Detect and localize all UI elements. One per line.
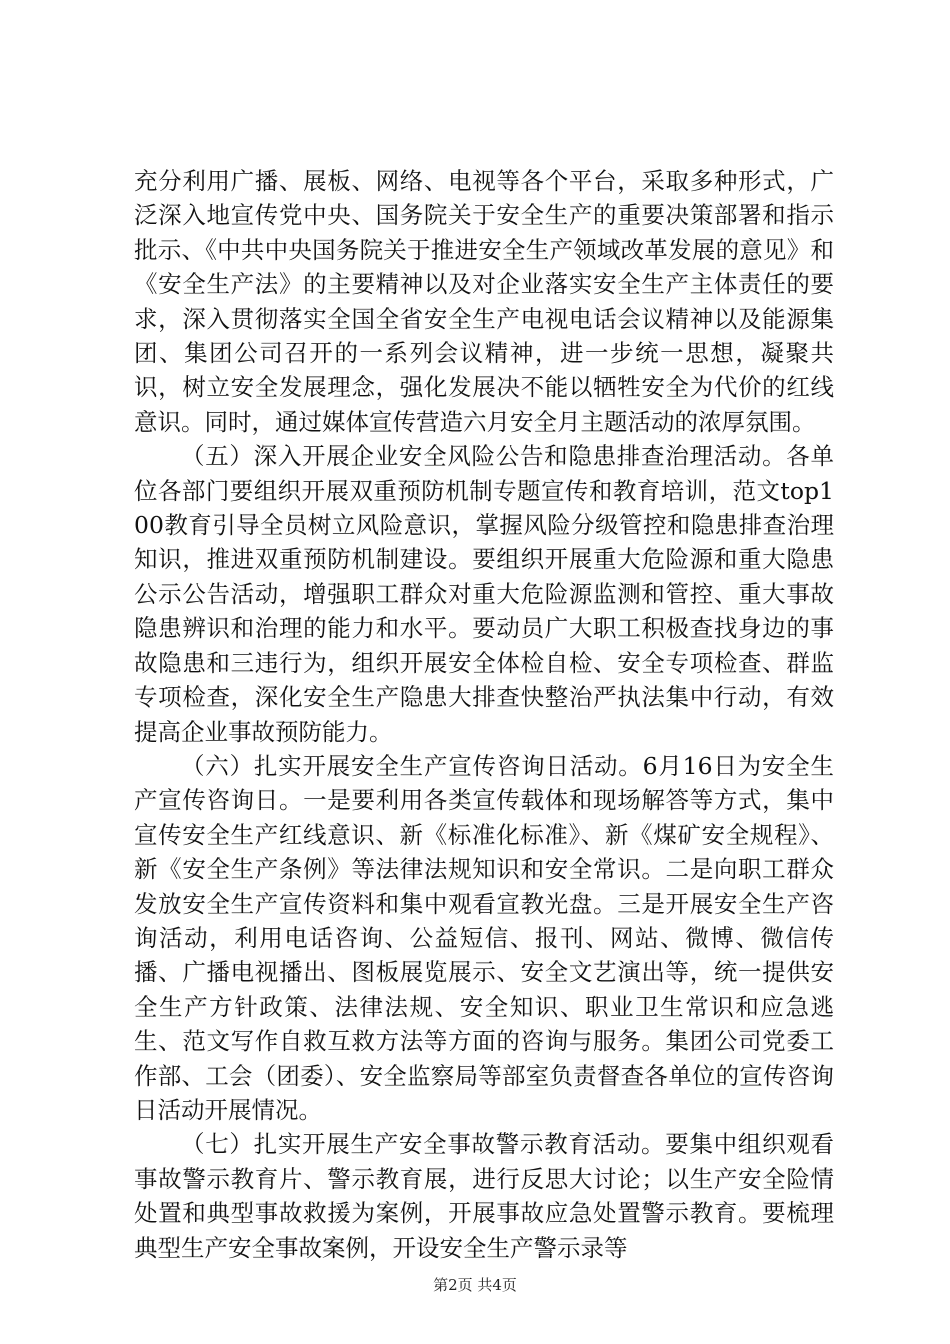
document-body [134,164,834,1265]
paragraph-section-seven: （七）扎实开展生产安全事故警示教育活动。要集中组织观看事故警示教育片、警示教育展，进行反思大讨论；以生产安全险情处置和典型事故救援为案例，开展事故应急处置警示教育。要梳理典型生产安全事故案例，开设安全生产警示录等 [134,1130,834,1262]
paragraph-section-six: （六）扎实开展安全生产宣传咨询日活动。6月16日为安全生产宣传咨询日。一是要利用各类宣传载体和现场解答等方式，集中宣传安全生产红线意识、新《标准化标准》、新《煤矿安全规程》、新《安全生产条例》等法律法规知识和安全常识。二是向职工群众发放安全生产宣传资料和集中观看宣教光盘。三是开展安全生产咨询活动，利用电话咨询、公益短信、报刊、网站、微博、微信传播、广播电视播出、图板展览展示、安全文艺演出等，统一提供安全生产方针政策、法律法规、安全知识、职业卫生常识和应急逃生、范文写作自救互救方法等方面的咨询与服务。集团公司党委工作部、工会（团委）、安全监察局等部室负责督查各单位的宣传咨询日活动开展情况。 [134,751,834,1124]
page-number-footer: 第2页 共4页 [433,1276,517,1294]
paragraph-section-five: （五）深入开展企业安全风险公告和隐患排查治理活动。各单位各部门要组织开展双重预防机制专题宣传和教育培训，范文top100教育引导全员树立风险意识，掌握风险分级管控和隐患排查治理知识，推进双重预防机制建设。要组织开展重大危险源和重大隐患公示公告活动，增强职工群众对重大危险源监测和管控、重大事故隐患辨识和治理的能力和水平。要动员广大职工积极查找身边的事故隐患和三违行为，组织开展安全体检自检、安全专项检查、群监专项检查，深化安全生产隐患大排查快整治严执法集中行动，有效提高企业事故预防能力。 [134,442,834,746]
paragraph-continuation: 充分利用广播、展板、网络、电视等各个平台，采取多种形式，广泛深入地宣传党中央、国务院关于安全生产的重要决策部署和指示批示、《中共中央国务院关于推进安全生产领域改革发展的意见》和《安全生产法》的主要精神以及对企业落实安全生产主体责任的要求，深入贯彻落实全国全省安全生产电视电话会议精神以及能源集团、集团公司召开的一系列会议精神，进一步统一思想，凝聚共识，树立安全发展理念，强化发展决不能以牺牲安全为代价的红线意识。同时，通过媒体宣传营造六月安全月主题活动的浓厚氛围。 [134,167,834,436]
